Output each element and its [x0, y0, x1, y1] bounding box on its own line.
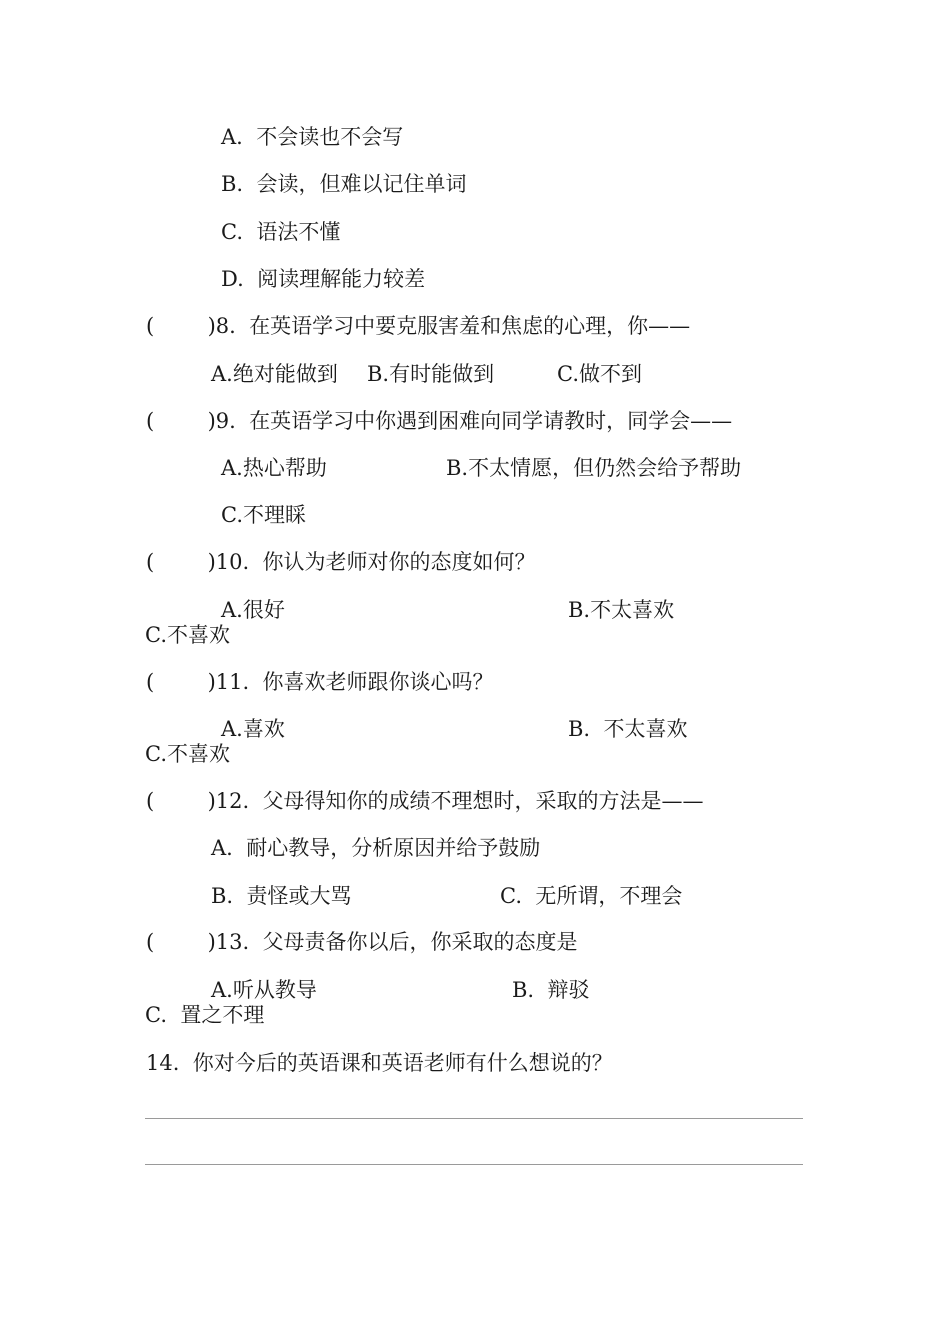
q7-option-a: A. 不会读也不会写 [221, 125, 404, 149]
q12-option-a: A. 耐心教导，分析原因并给予鼓励 [211, 836, 541, 860]
q13-option-a: A.听从教导 [211, 978, 317, 1002]
q8-option-c: C.做不到 [557, 362, 642, 386]
q14-question: 14. 你对今后的英语课和英语老师有什么想说的？ [146, 1051, 613, 1075]
q7-option-b: B. 会读，但难以记住单词 [221, 172, 467, 196]
q9-option-c: C.不理睬 [221, 503, 306, 527]
q10-option-a: A.很好 [221, 598, 285, 622]
q11-option-c: C.不喜欢 [145, 742, 230, 766]
q12-question: ( )12. 父母得知你的成绩不理想时，采取的方法是—— [146, 789, 704, 813]
answer-line-1[interactable] [145, 1118, 803, 1119]
q12-option-b: B. 责怪或大骂 [211, 884, 352, 908]
q12-option-c: C. 无所谓，不理会 [500, 884, 683, 908]
q8-question: ( )8. 在英语学习中要克服害羞和焦虑的心理，你—— [146, 314, 691, 338]
q10-question: ( )10. 你认为老师对你的态度如何？ [146, 550, 536, 574]
q7-option-c: C. 语法不懂 [221, 220, 341, 244]
q10-option-c: C.不喜欢 [145, 623, 230, 647]
answer-line-2[interactable] [145, 1164, 803, 1165]
q9-option-a: A.热心帮助 [221, 456, 327, 480]
q10-option-b: B.不太喜欢 [568, 598, 675, 622]
q7-option-d: D. 阅读理解能力较差 [221, 267, 426, 291]
q9-option-b: B.不太情愿，但仍然会给予帮助 [446, 456, 742, 480]
q13-option-c: C. 置之不理 [145, 1003, 265, 1027]
q13-question: ( )13. 父母责备你以后，你采取的态度是 [146, 930, 578, 954]
q13-option-b: B. 辩驳 [512, 978, 590, 1002]
q9-question: ( )9. 在英语学习中你遇到困难向同学请教时，同学会—— [146, 409, 733, 433]
q11-option-b: B. 不太喜欢 [568, 717, 688, 741]
q8-option-b: B.有时能做到 [367, 362, 495, 386]
q8-option-a: A.绝对能做到 [211, 362, 338, 386]
q11-question: ( )11. 你喜欢老师跟你谈心吗？ [146, 670, 494, 694]
q11-option-a: A.喜欢 [221, 717, 285, 741]
